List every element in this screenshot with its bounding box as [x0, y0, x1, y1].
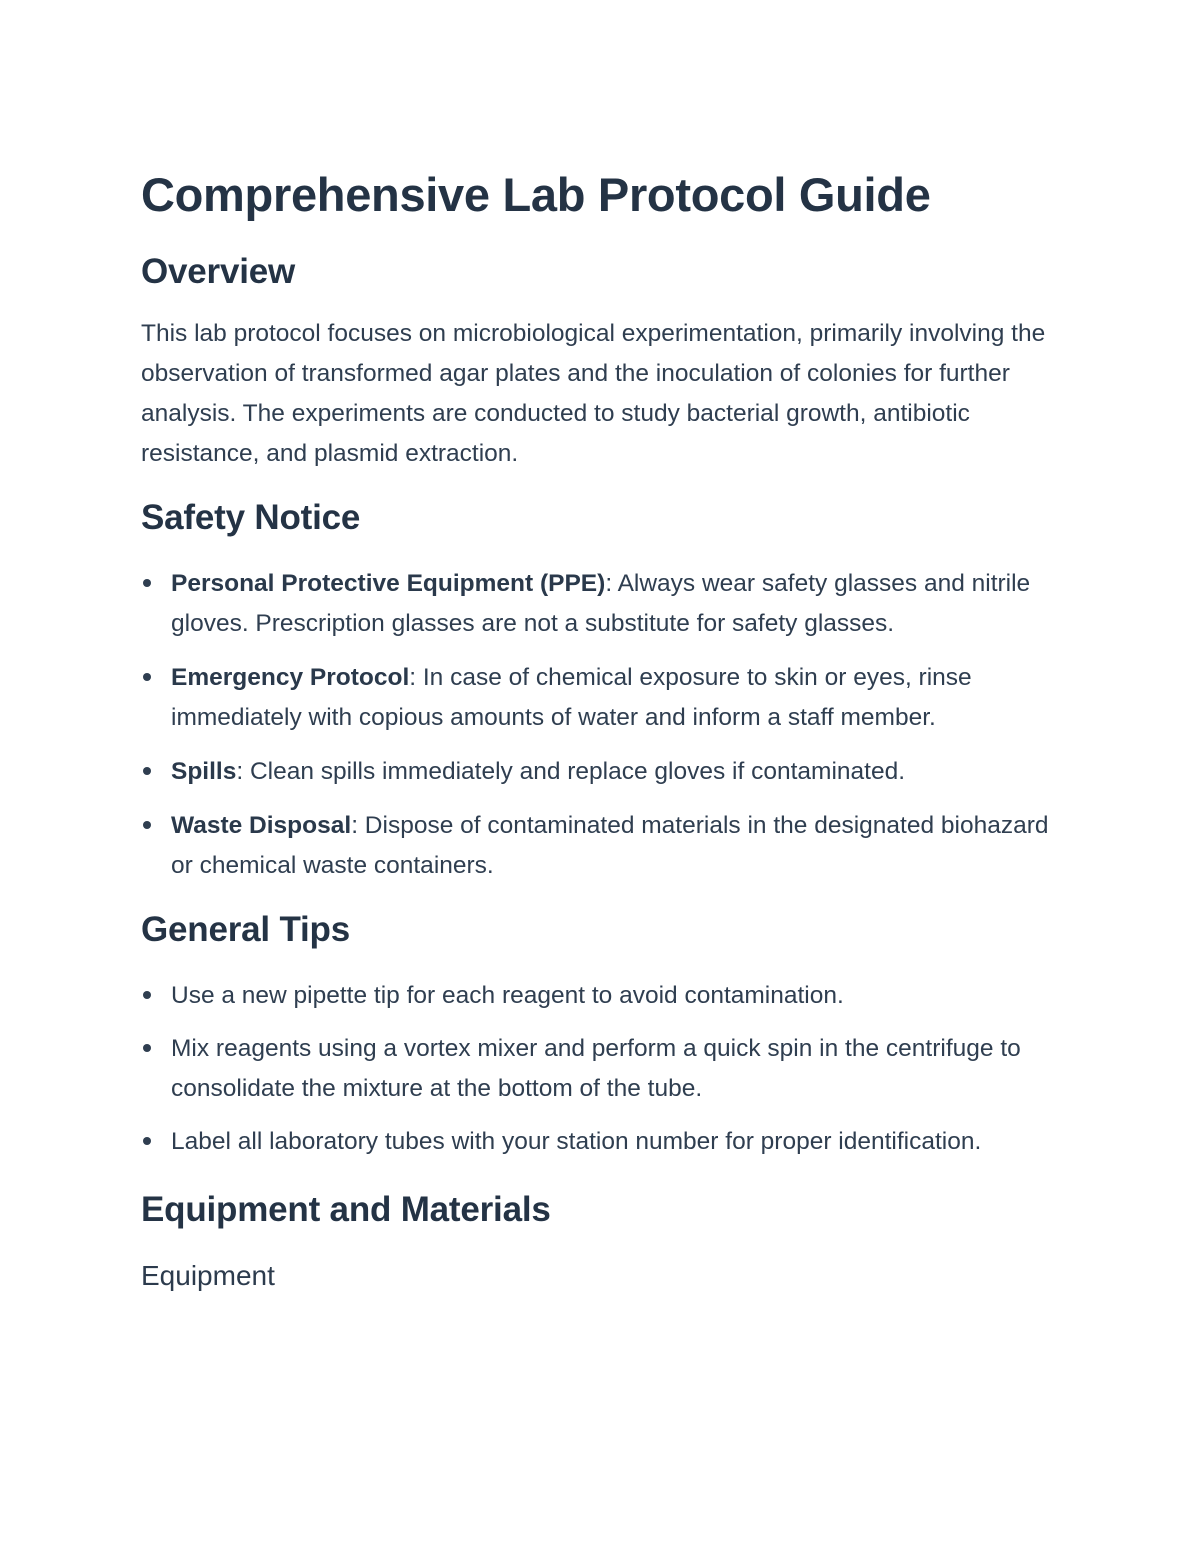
bullet-icon	[143, 821, 151, 829]
bullet-icon	[143, 767, 151, 775]
equipment-subheading: Equipment	[141, 1260, 275, 1291]
document-page	[141, 160, 1071, 1296]
bullet-icon	[143, 1044, 151, 1052]
equipment-materials-heading: Equipment and Materials	[141, 1190, 551, 1229]
overview-heading: Overview	[141, 252, 296, 291]
tip-item	[141, 976, 1071, 1016]
document-title: Comprehensive Lab Protocol Guide	[141, 168, 931, 221]
safety-item-label: Personal Protective Equipment (PPE)	[171, 570, 606, 597]
safety-notice-heading: Safety Notice	[141, 498, 361, 537]
safety-item-emergency	[141, 658, 1071, 738]
bullet-icon	[143, 991, 151, 999]
general-tips-list	[141, 976, 1071, 1162]
safety-item-spills	[141, 752, 1071, 792]
safety-item-text: : Always wear safety glasses and nitrile gloves. Prescription glasses are not a substitute for safety glasses.	[171, 570, 1031, 637]
tip-item	[141, 1122, 1071, 1162]
safety-item-text: : Dispose of contaminated materials in the designated biohazard or chemical waste containers.	[171, 812, 1049, 879]
overview-paragraph: This lab protocol focuses on microbiological experimentation, primarily involving the observation of transformed agar plates and the inoculation of colonies for further analysis. The experiments are conducted to study bacterial growth, antibiotic resistance, and plasmid extraction.	[141, 320, 1046, 467]
safety-item-label: Waste Disposal	[171, 812, 352, 839]
tip-text: Mix reagents using a vortex mixer and perform a quick spin in the centrifuge to consolidate the mixture at the bottom of the tube.	[171, 1035, 1021, 1102]
safety-item-waste	[141, 806, 1071, 886]
tip-text: Label all laboratory tubes with your station number for proper identification.	[171, 1128, 982, 1155]
safety-item-ppe	[141, 564, 1071, 644]
bullet-icon	[143, 673, 151, 681]
safety-item-text: : Clean spills immediately and replace gloves if contaminated.	[236, 758, 906, 785]
tip-item	[141, 1029, 1071, 1109]
bullet-icon	[143, 579, 151, 587]
safety-item-text: : In case of chemical exposure to skin or eyes, rinse immediately with copious amounts of water and inform a staff member.	[171, 664, 972, 731]
safety-notice-list	[141, 564, 1071, 886]
general-tips-heading: General Tips	[141, 910, 350, 949]
safety-item-label: Emergency Protocol	[171, 664, 410, 691]
bullet-icon	[143, 1137, 151, 1145]
safety-item-label: Spills	[171, 758, 237, 785]
tip-text: Use a new pipette tip for each reagent to avoid contamination.	[171, 982, 844, 1009]
